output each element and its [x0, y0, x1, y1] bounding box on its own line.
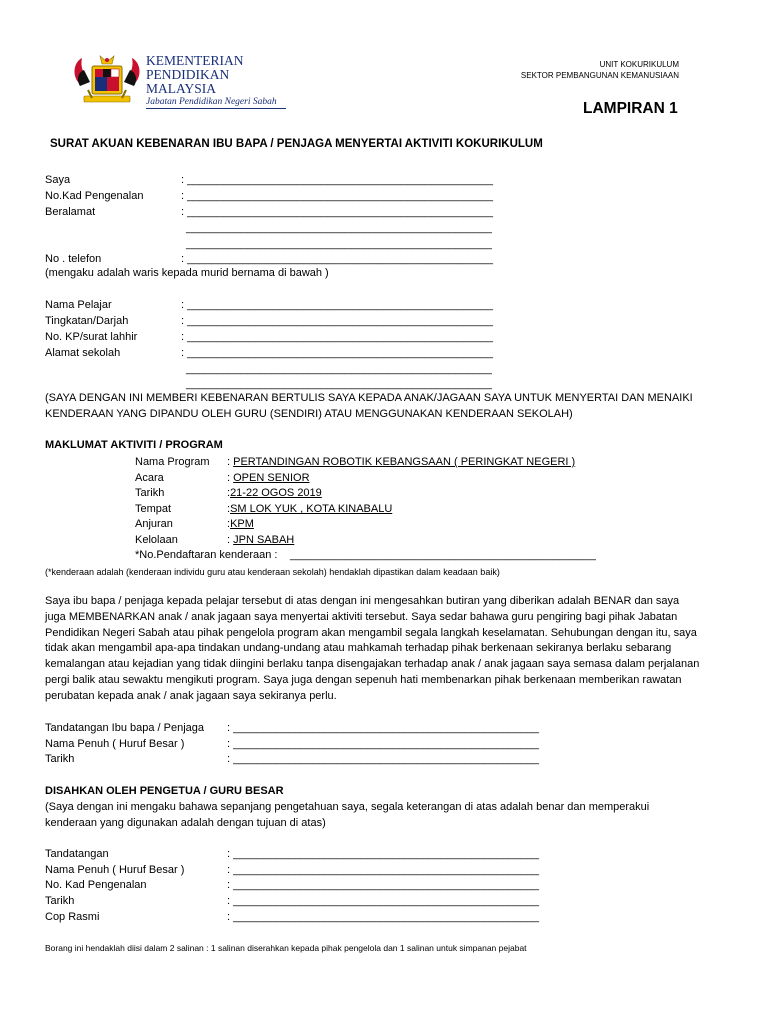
event-text: OPEN SENIOR	[233, 472, 310, 484]
student-class-label: Tingkatan/Darjah	[45, 315, 129, 327]
vehicle-registration-field[interactable]: __________________________________________________	[290, 549, 596, 561]
parent-address-line-3[interactable]: __________________________________________________	[186, 238, 492, 250]
principal-ic-label: No. Kad Pengenalan	[45, 879, 147, 891]
activity-heading: MAKLUMAT AKTIVITI / PROGRAM	[45, 439, 223, 451]
ministry-line-3: MALAYSIA	[146, 81, 217, 96]
organizer-label: Anjuran	[135, 518, 173, 530]
principal-statement-line: (Saya dengan ini mengaku bahawa sepanjang pengetahuan saya, segala keterangan di atas adalah benar dan memperakui	[45, 801, 650, 813]
vehicle-note: (*kenderaan adalah (kenderaan individu guru atau kenderaan sekolah) hendaklah dipastikan dalam keadaan baik)	[45, 567, 500, 577]
declaration-line: kemalangan atau kejadian yang tidak diingini berlaku tanpa disengajakan terhadap anak / anak jagaan saya semasa dalam perjalanan	[45, 658, 700, 671]
principal-ic-field[interactable]: : __________________________________________________	[227, 879, 539, 891]
department-underline	[146, 108, 286, 109]
student-ic-field[interactable]: : __________________________________________________	[181, 331, 493, 343]
appendix-label: LAMPIRAN 1	[583, 100, 678, 117]
declaration-line: tidak akan mengambil apa-apa tindakan undang-undang atau mahkamah terhadap pihak berkenaan sekiranya berlaku sebarang	[45, 642, 672, 655]
principal-fullname-label: Nama Penuh ( Huruf Besar )	[45, 864, 185, 876]
consent-statement	[45, 391, 693, 423]
school-address-field[interactable]: : __________________________________________________	[181, 347, 493, 359]
sector-name: SEKTOR PEMBANGUNAN KEMANUSIAAN	[520, 71, 679, 80]
parent-date-field[interactable]: : __________________________________________________	[227, 753, 539, 765]
consent-line: (SAYA DENGAN INI MEMBERI KEBENARAN BERTULIS SAYA KEPADA ANAK/JAGAAN SAYA UNTUK MENYERTAI DAN MENAIKI	[45, 392, 693, 404]
parent-name-field[interactable]: : __________________________________________________	[181, 174, 493, 186]
declaration-line: Pendidikan Negeri Sabah atau pihak pengelola program akan mengambil segala langkah keselamatan. Sehubungan dengan itu, saya	[45, 626, 697, 639]
program-name-label: Nama Program	[135, 456, 210, 468]
ministry-line-2: PENDIDIKAN	[146, 67, 230, 82]
vehicle-registration-label: *No.Pendaftaran kenderaan :	[135, 549, 278, 561]
unit-name: UNIT KOKURIKULUM	[599, 60, 679, 69]
managed-by-label: Kelolaan	[135, 534, 178, 546]
parent-signature-label: Tandatangan Ibu bapa / Penjaga	[45, 722, 205, 734]
principal-heading: DISAHKAN OLEH PENGETUA / GURU BESAR	[45, 785, 284, 797]
venue-text: SM LOK YUK , KOTA KINABALU	[230, 503, 393, 515]
ministry-line-1: KEMENTERIAN	[146, 53, 244, 68]
parent-phone-field[interactable]: : __________________________________________________	[181, 253, 493, 265]
declaration-paragraph	[45, 594, 699, 705]
date-value: :21-22 OGOS 2019	[227, 487, 322, 499]
parent-name-label: Saya	[45, 174, 71, 186]
event-label: Acara	[135, 472, 164, 484]
parent-address-line-2[interactable]: __________________________________________________	[186, 222, 492, 234]
principal-statement-line: kenderaan yang digunakan adalah dengan tujuan di atas)	[45, 816, 326, 829]
principal-signature-label: Tandatangan	[45, 848, 109, 860]
school-address-label: Alamat sekolah	[45, 347, 121, 359]
form-title: SURAT AKUAN KEBENARAN IBU BAPA / PENJAGA MENYERTAI AKTIVITI KOKURIKULUM	[50, 138, 543, 150]
principal-fullname-field[interactable]: : __________________________________________________	[227, 864, 539, 876]
organizer-text: KPM	[230, 518, 254, 530]
department-name: Jabatan Pendidikan Negeri Sabah	[146, 97, 277, 107]
organizer-value: :KPM	[227, 518, 254, 530]
parent-fullname-field[interactable]: : __________________________________________________	[227, 738, 539, 750]
parent-address-label: Beralamat	[45, 206, 96, 218]
student-name-field[interactable]: : __________________________________________________	[181, 299, 493, 311]
school-address-line-3[interactable]: __________________________________________________	[186, 378, 492, 390]
managed-by-text: JPN SABAH	[233, 534, 295, 546]
event-value: : OPEN SENIOR	[227, 472, 310, 484]
date-label: Tarikh	[135, 487, 165, 499]
principal-signature-field[interactable]: : __________________________________________________	[227, 848, 539, 860]
student-class-field[interactable]: : __________________________________________________	[181, 315, 493, 327]
managed-by-value: : JPN SABAH	[227, 534, 295, 546]
parent-date-label: Tarikh	[45, 753, 75, 765]
school-address-line-2[interactable]: __________________________________________________	[186, 363, 492, 375]
venue-label: Tempat	[135, 503, 172, 515]
principal-date-label: Tarikh	[45, 895, 75, 907]
parent-signature-field[interactable]: : __________________________________________________	[227, 722, 539, 734]
official-stamp-field[interactable]: : __________________________________________________	[227, 911, 539, 923]
parent-fullname-label: Nama Penuh ( Huruf Besar )	[45, 738, 185, 750]
program-name-value: : PERTANDINGAN ROBOTIK KEBANGSAAN ( PERINGKAT NEGERI )	[227, 456, 576, 468]
declaration-line: juga MEMBENARKAN anak / anak jagaan saya menyertai aktiviti tersebut. Saya sedar bahawa guru pengiring bagi pihak Jabatan	[45, 610, 678, 623]
footer-instruction: Borang ini hendaklah diisi dalam 2 salinan : 1 salinan diserahkan kepada pihak pengelola dan 1 salinan untuk simpanan pejabat	[45, 943, 527, 953]
ministry-crest-logo	[70, 52, 144, 108]
parent-address-field[interactable]: : __________________________________________________	[181, 206, 493, 218]
parent-phone-label: No . telefon	[45, 253, 102, 265]
parent-ic-field[interactable]: : __________________________________________________	[181, 190, 493, 202]
declaration-line: Saya ibu bapa / penjaga kepada pelajar tersebut di atas dengan ini mengesahkan butiran yang diberikan adalah BENAR dan saya	[45, 595, 680, 607]
student-name-label: Nama Pelajar	[45, 299, 112, 311]
venue-value: :SM LOK YUK , KOTA KINABALU	[227, 503, 393, 515]
principal-statement	[45, 800, 649, 832]
consent-line: KENDERAAN YANG DIPANDU OLEH GURU (SENDIRI) ATAU MENGGUNAKAN KENDERAAN SEKOLAH)	[45, 407, 573, 420]
guardian-note: (mengaku adalah waris kepada murid bernama di bawah )	[45, 267, 329, 279]
program-name-text: PERTANDINGAN ROBOTIK KEBANGSAAN ( PERINGKAT NEGERI )	[233, 456, 576, 468]
principal-date-field[interactable]: : __________________________________________________	[227, 895, 539, 907]
declaration-line: pergi balik atau sewaktu mengikuti program. Saya juga dengan sepenuh hati membenarkan pihak berkenaan memberikan rawatan	[45, 673, 682, 686]
date-text: 21-22 OGOS 2019	[230, 487, 322, 499]
ministry-name	[146, 54, 244, 96]
declaration-line: perubatan kepada anak / anak jagaan saya sekiranya perlu.	[45, 689, 337, 702]
student-ic-label: No. KP/surat lahhir	[45, 331, 138, 343]
parent-ic-label: No.Kad Pengenalan	[45, 190, 144, 202]
official-stamp-label: Cop Rasmi	[45, 911, 100, 923]
